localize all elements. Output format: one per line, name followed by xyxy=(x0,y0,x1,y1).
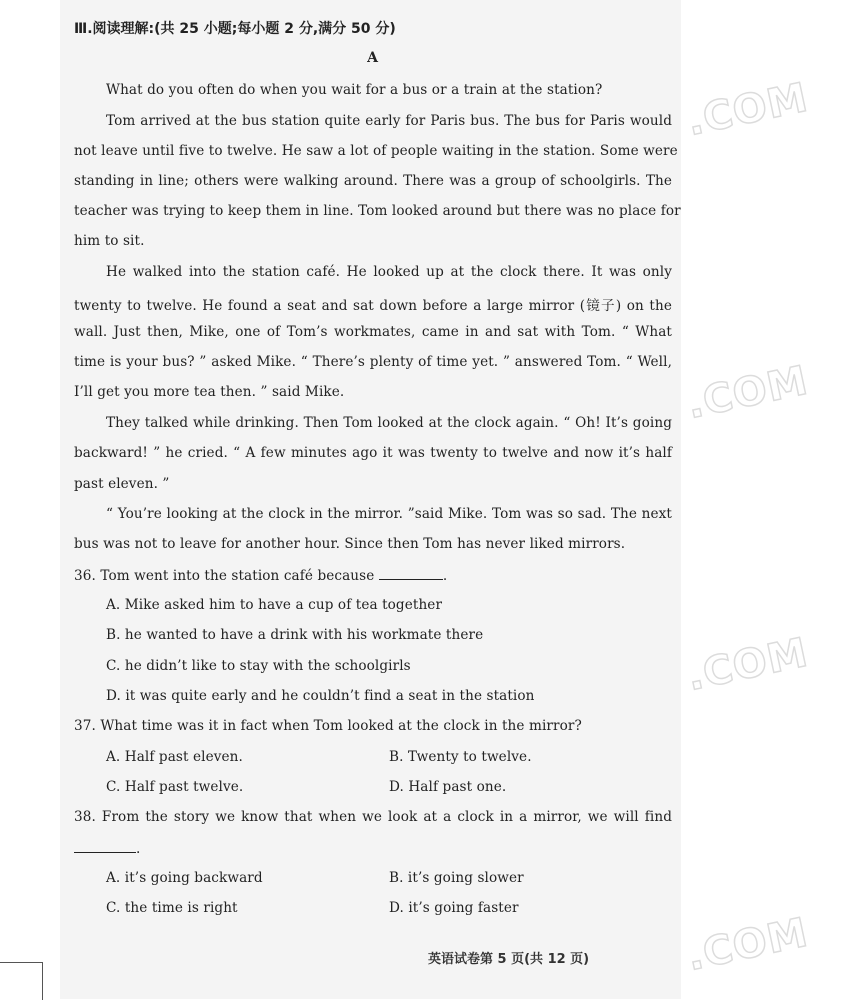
passage-label: A xyxy=(367,50,378,66)
question-38-blank-line xyxy=(74,840,140,857)
passage-line: him to sit. xyxy=(74,233,145,249)
question-38-option-c: C. the time is right xyxy=(106,900,238,916)
section-header: Ⅲ.阅读理解:(共 25 小题;每小题 2 分,满分 50 分) xyxy=(74,21,396,37)
corner-mark xyxy=(0,962,43,1000)
question-38-end: . xyxy=(136,841,141,857)
passage-line: not leave until five to twelve. He saw a lot of people waiting in the station. Some were xyxy=(74,143,678,159)
question-37-option-c: C. Half past twelve. xyxy=(106,779,244,795)
passage-line: past eleven. ” xyxy=(74,476,170,492)
passage-line: They talked while drinking. Then Tom looked at the clock again. “ Oh! It’s going xyxy=(106,415,672,431)
passage-line: What do you often do when you wait for a bus or a train at the station? xyxy=(106,82,603,98)
question-36-option-d: D. it was quite early and he couldn’t find a seat in the station xyxy=(106,688,535,704)
passage-line: twenty to twelve. He found a seat and sat down before a large mirror (镜子) on the xyxy=(74,298,672,314)
question-36-end: . xyxy=(442,568,448,584)
question-36-option-a: A. Mike asked him to have a cup of tea together xyxy=(106,597,443,613)
passage-line: I’ll get you more tea then. ” said Mike. xyxy=(74,384,345,400)
passage-line: Tom arrived at the bus station quite early for Paris bus. The bus for Paris would xyxy=(106,113,672,129)
answer-blank xyxy=(74,840,136,853)
question-37-stem: 37. What time was it in fact when Tom looked at the clock in the mirror? xyxy=(74,718,582,734)
question-37-option-b: B. Twenty to twelve. xyxy=(389,749,532,765)
passage-line: backward! ” he cried. “ A few minutes ago it was twenty to twelve and now it’s half xyxy=(74,445,672,461)
passage-line: standing in line; others were walking around. There was a group of schoolgirls. The xyxy=(74,173,672,189)
passage-line: “ You’re looking at the clock in the mirror. ”said Mike. Tom was so sad. The next xyxy=(106,506,672,522)
question-38-stem: 38. From the story we know that when we look at a clock in a mirror, we will find xyxy=(74,809,672,825)
question-38-option-d: D. it’s going faster xyxy=(389,900,519,916)
question-37-option-a: A. Half past eleven. xyxy=(106,749,243,765)
question-36-option-b: B. he wanted to have a drink with his workmate there xyxy=(106,627,484,643)
passage-line: wall. Just then, Mike, one of Tom’s workmates, came in and sat with Tom. “ What xyxy=(74,324,672,340)
watermark: .COM xyxy=(683,357,813,428)
question-37-option-d: D. Half past one. xyxy=(389,779,507,795)
passage-line: teacher was trying to keep them in line. Tom looked around but there was no place for xyxy=(74,203,681,219)
passage-line: time is your bus? ” asked Mike. “ There’s plenty of time yet. ” answered Tom. “ Well, xyxy=(74,354,672,370)
question-38-option-b: B. it’s going slower xyxy=(389,870,524,886)
answer-blank xyxy=(379,567,443,580)
question-38-option-a: A. it’s going backward xyxy=(106,870,263,886)
watermark: .COM xyxy=(683,909,813,980)
question-36 xyxy=(74,567,447,584)
passage-line: bus was not to leave for another hour. Since then Tom has never liked mirrors. xyxy=(74,536,626,552)
passage-line: He walked into the station café. He looked up at the clock there. It was only xyxy=(106,264,672,280)
page-footer: 英语试卷第 5 页(共 12 页) xyxy=(428,952,590,967)
question-36-option-c: C. he didn’t like to stay with the schoolgirls xyxy=(106,658,411,674)
watermark: .COM xyxy=(683,74,813,145)
question-36-stem: 36. Tom went into the station café because xyxy=(74,568,375,584)
watermark: .COM xyxy=(683,629,813,700)
